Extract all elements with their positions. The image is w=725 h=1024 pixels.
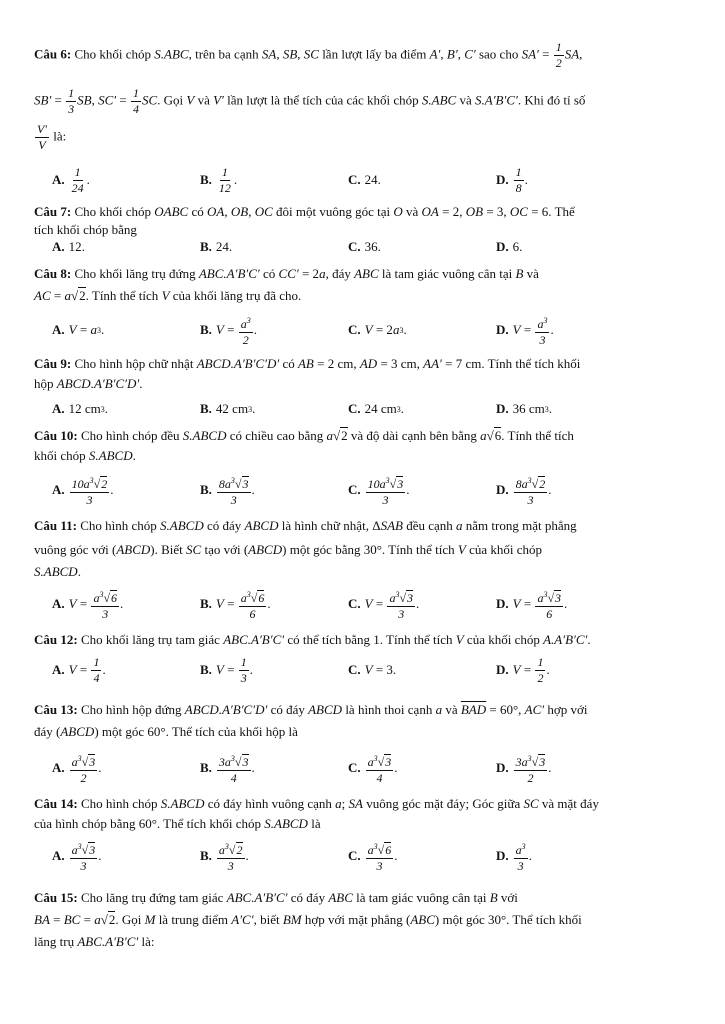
option-b: B. $\frac{8a^3√3}{3}$ . <box>200 470 255 510</box>
option-c: C. 24. <box>348 172 381 187</box>
option-d: D. V = $\frac{a^3}{3}$ . <box>496 310 554 350</box>
option-b: B. $\frac{1}{12}$ . <box>200 164 238 195</box>
question-11-line-3: S.ABCD. <box>34 564 81 579</box>
question-12-options <box>52 650 692 690</box>
option-b: B. $\frac{a^3√2}{3}$ . <box>200 836 249 876</box>
question-8-line-2: AC = a√2. Tính thể tích V của khối lăng trụ đã cho. <box>34 288 302 303</box>
option-b: B. V = $\frac{1}{3}$ . <box>200 654 253 685</box>
question-14-line-2: của hình chóp bằng 60°. Thể tích khối chóp S.ABCD là <box>34 816 321 831</box>
option-c: C. V = $\frac{a^3√3}{3}$ . <box>348 584 419 624</box>
option-d: D. $\frac{1}{8}$ . <box>496 164 528 195</box>
option-c: C. 24 cm 3 . <box>348 401 405 416</box>
option-b: B. V = $\frac{a^3√6}{6}$ . <box>200 584 271 624</box>
option-a: A. V = $\frac{a^3√6}{3}$ . <box>52 584 123 624</box>
question-13-line-2: đáy (ABCD) một góc 60°. Thể tích của khối hộp là <box>34 724 298 739</box>
option-a: A. 12 cm 3 . <box>52 401 109 416</box>
question-13-options <box>52 748 692 788</box>
question-8-options <box>52 310 692 350</box>
question-6-line-3: $\frac{V'}{V}$ là: <box>37 122 67 152</box>
question-15-line-3: lăng trụ ABC.A′B′C′ là: <box>34 934 155 949</box>
option-a: A. $\frac{a^3√3}{2}$ . <box>52 748 101 788</box>
question-7-line-1: Câu 7: Cho khối chóp OABC có OA, OB, OC đôi một vuông góc tại O và OA = 2, OB = 3, OC = 6. Thể <box>34 204 575 219</box>
question-10-options <box>52 470 692 510</box>
option-a: A. 12. <box>52 239 85 254</box>
option-d: D. $\frac{a^3}{3}$ . <box>496 836 532 876</box>
question-11-options <box>52 584 692 624</box>
question-9-line-1: Câu 9: Cho hình hộp chữ nhật ABCD.A′B′C′D′ có AB = 2 cm, AD = 3 cm, AA′ = 7 cm. Tính thể tích khối <box>34 356 581 371</box>
option-a: A. $\frac{a^3√3}{3}$ . <box>52 836 101 876</box>
option-c: C. 36. <box>348 239 381 254</box>
question-15-line-2: BA = BC = a√2. Gọi M là trung điểm A′C′, biết BM hợp với mặt phẳng (ABC) một góc 30°. Thể tích khối <box>34 912 582 927</box>
option-c: C. V = 2 a 3 . <box>348 322 407 337</box>
option-d: D. $\frac{8a^3√2}{3}$ . <box>496 470 551 510</box>
option-a: A. $\frac{10a^3√2}{3}$ . <box>52 470 113 510</box>
question-10-line-2: khối chóp S.ABCD. <box>34 448 136 463</box>
option-c: C. $\frac{10a^3√3}{3}$ . <box>348 470 409 510</box>
option-c: C. $\frac{a^3√3}{4}$ . <box>348 748 397 788</box>
option-b: B. 24. <box>200 239 233 254</box>
question-9-options <box>52 398 692 420</box>
option-d: D. 36 cm 3 . <box>496 401 553 416</box>
option-c: C. $\frac{a^3√6}{3}$ . <box>348 836 397 876</box>
question-11-line-1: Câu 11: Cho hình chóp S.ABCD có đáy ABCD là hình chữ nhật, ΔSAB đều cạnh a nằm trong mặt phẳng <box>34 518 577 533</box>
option-b: B. $\frac{3a^3√3}{4}$ . <box>200 748 255 788</box>
option-a: A. $\frac{1}{24}$ . <box>52 164 90 195</box>
question-6-line-2: SB′ = $\frac{1}{3}$ SB, SC′ = $\frac{1}{4}$ SC. Gọi V và V′ lần lượt là thể tích của các khối chóp S.ABC và S.A′B′C′. Khi đó tỉ số <box>34 86 586 116</box>
option-a: A. V = $\frac{1}{4}$ . <box>52 654 106 685</box>
question-8-line-1: Câu 8: Cho khối lăng trụ đứng ABC.A′B′C′ có CC′ = 2a, đáy ABC là tam giác vuông cân tại B và <box>34 266 539 281</box>
option-a: A. V = a 3 . <box>52 322 105 337</box>
question-11-line-2: vuông góc với (ABCD). Biết SC tạo với (ABCD) một góc bằng 30°. Tính thể tích V của khối chóp <box>34 542 542 557</box>
question-7-options <box>52 236 692 258</box>
option-b: B. 42 cm 3 . <box>200 401 256 416</box>
option-b: B. V = $\frac{a^3}{2}$ . <box>200 310 257 350</box>
option-c: C. V = 3. <box>348 662 397 677</box>
question-6-line-1: Câu 6: Cho khối chóp S.ABC, trên ba cạnh SA, SB, SC lần lượt lấy ba điểm A′, B′, C′ sao cho SA′ = $\frac{1}{2}$ SA, <box>34 40 583 70</box>
question-10-line-1: Câu 10: Cho hình chóp đều S.ABCD có chiều cao bằng a√2 và độ dài cạnh bên bằng a√6. Tính thể tích <box>34 428 574 443</box>
option-d: D. 6. <box>496 239 523 254</box>
question-14-line-1: Câu 14: Cho hình chóp S.ABCD có đáy hình vuông cạnh a; SA vuông góc mặt đáy; Góc giữa SC và mặt đáy <box>34 796 599 811</box>
question-15-line-1: Câu 15: Cho lăng trụ đứng tam giác ABC.A′B′C′ có đáy ABC là tam giác vuông cân tại B với <box>34 890 518 905</box>
question-9-line-2: hộp ABCD.A′B′C′D′. <box>34 376 143 391</box>
question-6-options <box>52 160 692 200</box>
option-d: D. $\frac{3a^3√3}{2}$ . <box>496 748 551 788</box>
question-7-line-2: tích khối chóp bằng <box>34 222 137 237</box>
question-12-line-1: Câu 12: Cho khối lăng trụ tam giác ABC.A′B′C′ có thể tích bằng 1. Tính thể tích V của khối chóp A.A′B′C′. <box>34 632 591 647</box>
question-13-line-1: Câu 13: Cho hình hộp đứng ABCD.A′B′C′D′ có đáy ABCD là hình thoi cạnh a và $\overline{BAD} = 60^\circ$, AC′ hợp với <box>34 702 588 717</box>
option-d: D. V = $\frac{a^3√3}{6}$ . <box>496 584 567 624</box>
question-14-options <box>52 836 692 876</box>
option-d: D. V = $\frac{1}{2}$ . <box>496 654 550 685</box>
